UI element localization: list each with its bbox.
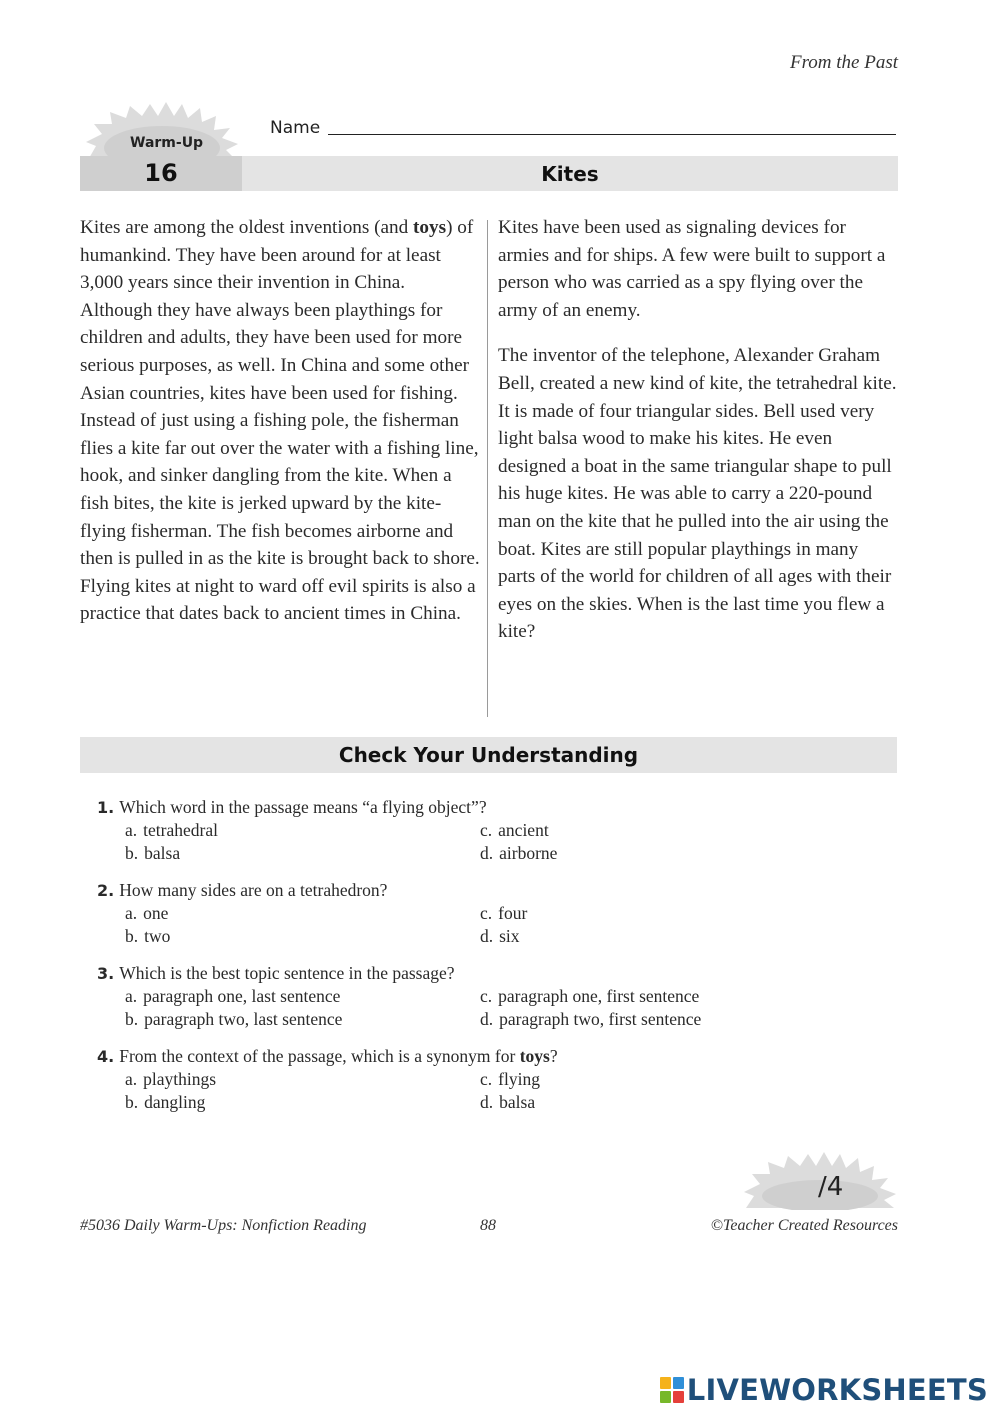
option-c[interactable] xyxy=(480,1068,780,1091)
question-2 xyxy=(97,879,897,948)
option-text: four xyxy=(498,903,528,923)
option-text: dangling xyxy=(144,1092,206,1112)
option-text: playthings xyxy=(143,1069,217,1089)
option-letter: c. xyxy=(480,820,493,840)
column-divider xyxy=(487,220,488,717)
option-text: two xyxy=(144,926,171,946)
liveworksheets-logo-icon xyxy=(660,1377,684,1403)
option-a[interactable] xyxy=(125,819,480,842)
option-c[interactable] xyxy=(480,819,780,842)
option-text: paragraph two, first sentence xyxy=(499,1009,702,1029)
question-bold-word: toys xyxy=(519,1046,550,1066)
option-letter: a. xyxy=(125,903,138,923)
option-text: six xyxy=(499,926,520,946)
option-text: paragraph one, first sentence xyxy=(498,986,700,1006)
option-letter: b. xyxy=(125,843,139,863)
option-a[interactable] xyxy=(125,902,480,925)
check-understanding-title: Check Your Understanding xyxy=(80,737,897,773)
page-title: Kites xyxy=(242,156,898,191)
section-label: From the Past xyxy=(789,52,898,73)
option-d[interactable] xyxy=(480,1091,780,1114)
question-text: How many sides are on a tetrahedron? xyxy=(119,880,388,900)
footer-page-number: 88 xyxy=(480,1217,496,1234)
question-1 xyxy=(97,796,897,865)
passage-left-column xyxy=(80,214,480,646)
question-number: 4. xyxy=(97,1047,115,1066)
option-letter: a. xyxy=(125,820,138,840)
option-letter: b. xyxy=(125,1092,139,1112)
name-line[interactable] xyxy=(328,134,896,135)
questions-list xyxy=(97,796,897,1128)
p1-bold-word: toys xyxy=(413,217,447,238)
option-b[interactable] xyxy=(125,1091,480,1114)
question-text: Which word in the passage means “a flying object”? xyxy=(119,797,487,817)
question-number: 1. xyxy=(97,798,115,817)
question-text-end: ? xyxy=(549,1046,558,1066)
question-number: 3. xyxy=(97,964,115,983)
option-text: one xyxy=(143,903,169,923)
brand-text: LIVEWORKSHEETS xyxy=(686,1373,988,1407)
name-label: Name xyxy=(270,118,321,138)
option-letter: a. xyxy=(125,986,138,1006)
option-c[interactable] xyxy=(480,902,780,925)
question-text: From the context of the passage, which is a synonym for xyxy=(119,1046,520,1066)
option-letter: d. xyxy=(480,1092,494,1112)
option-text: balsa xyxy=(499,1092,536,1112)
option-text: paragraph one, last sentence xyxy=(143,986,341,1006)
footer-book-title: #5036 Daily Warm-Ups: Nonfiction Reading xyxy=(80,1217,367,1234)
option-text: balsa xyxy=(144,843,181,863)
liveworksheets-brand xyxy=(660,1373,988,1407)
option-text: tetrahedral xyxy=(143,820,218,840)
option-c[interactable] xyxy=(480,985,780,1008)
warmup-label: Warm-Up xyxy=(130,135,204,151)
option-letter: d. xyxy=(480,843,494,863)
option-b[interactable] xyxy=(125,925,480,948)
option-b[interactable] xyxy=(125,842,480,865)
question-4 xyxy=(97,1045,897,1114)
option-letter: c. xyxy=(480,903,493,923)
option-text: paragraph two, last sentence xyxy=(144,1009,343,1029)
score-total: /4 xyxy=(818,1172,844,1202)
passage-right-column xyxy=(498,214,898,664)
option-letter: c. xyxy=(480,986,493,1006)
p1-text-start: Kites are among the oldest inventions (and xyxy=(80,217,414,238)
option-letter: c. xyxy=(480,1069,493,1089)
question-number: 2. xyxy=(97,881,115,900)
option-letter: a. xyxy=(125,1069,138,1089)
option-a[interactable] xyxy=(125,1068,480,1091)
option-letter: b. xyxy=(125,926,139,946)
question-3 xyxy=(97,962,897,1031)
warmup-number: 16 xyxy=(80,156,242,191)
option-letter: b. xyxy=(125,1009,139,1029)
option-d[interactable] xyxy=(480,925,780,948)
footer-copyright: ©Teacher Created Resources xyxy=(710,1217,898,1234)
option-a[interactable] xyxy=(125,985,480,1008)
question-text: Which is the best topic sentence in the passage? xyxy=(119,963,455,983)
option-text: airborne xyxy=(499,843,558,863)
option-b[interactable] xyxy=(125,1008,480,1031)
p1-text-end: ) of humankind. They have been around for at least 3,000 years since their invention in China. Although they have always been playthings for children and adults, they have been used for more serious purposes, as well. In China and some other Asian countries, kites have been used for fishing. Instead of just using a fishing pole, the fisherman flies a kite far out over the water with a fishing line, hook, and sinker dangling from the kite. When a fish bites, the kite is jerked upward by the kite-flying fisherman. The fish becomes airborne and then is pulled in as the kite is brought back to shore. Flying kites at night to ward off evil spirits is also a practice that dates back to ancient times in China. xyxy=(80,217,480,625)
passage-paragraph-1 xyxy=(80,214,480,628)
passage-paragraph-3: The inventor of the telephone, Alexander Graham Bell, created a new kind of kite, the tetrahedral kite. It is made of four triangular sides. Bell used very light balsa wood to make his kites. He even designed a boat in the same triangular shape to pull his huge kites. He was able to carry a 220-pound man on the kite that he pulled into the air using the boat. Kites are still popular playthings in many parts of the world for children of all ages with their eyes on the skies. When is the last time you flew a kite? xyxy=(498,345,897,643)
option-text: flying xyxy=(498,1069,540,1089)
passage-paragraph-2: Kites have been used as signaling devices for armies and for ships. A few were built to support a person who was carried as a spy flying over the army of an enemy. xyxy=(498,217,886,321)
option-letter: d. xyxy=(480,1009,494,1029)
option-d[interactable] xyxy=(480,1008,780,1031)
option-d[interactable] xyxy=(480,842,780,865)
warmup-sun-badge xyxy=(82,100,242,160)
option-text: ancient xyxy=(498,820,549,840)
option-letter: d. xyxy=(480,926,494,946)
